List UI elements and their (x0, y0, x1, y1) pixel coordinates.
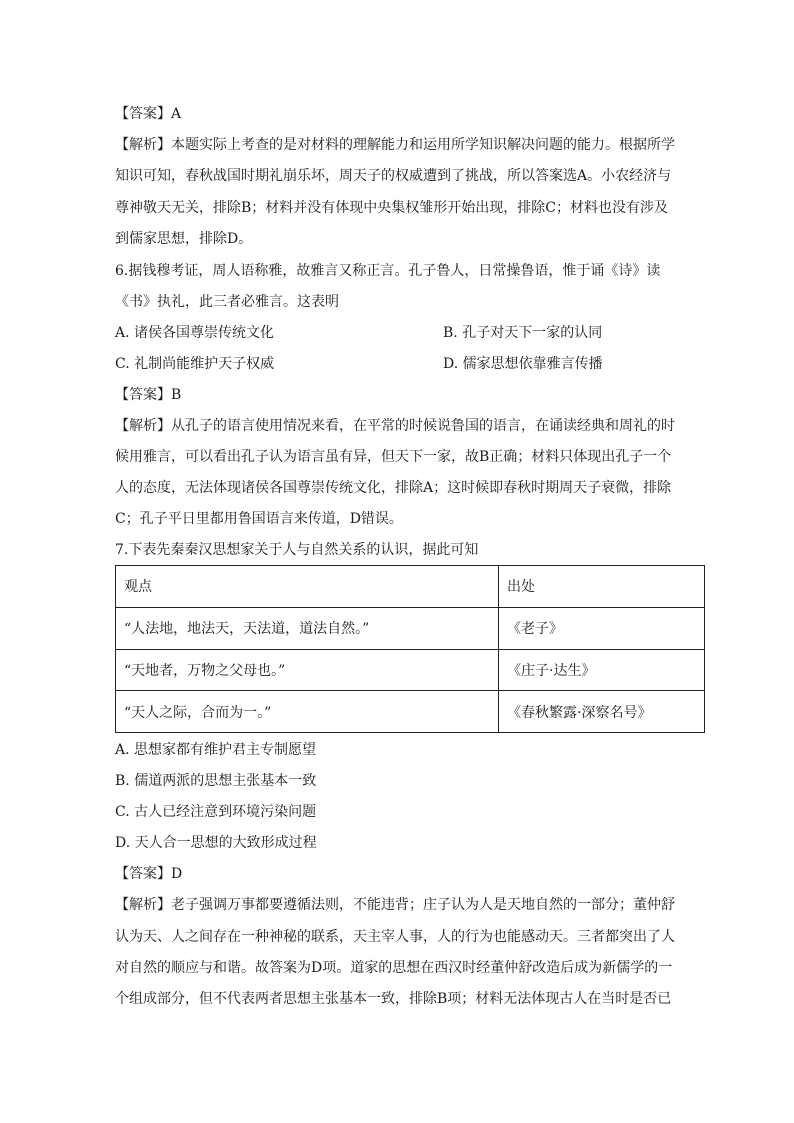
q7-option-b: B. 儒道两派的思想主张基本一致 (115, 773, 317, 789)
line-analysis-7-2: 认为天、人之间存在一种神秘的联系，天主宰人事，人的行为也能感动天。三者都突出了人 (115, 929, 675, 945)
q7-option-d: D. 天人合一思想的大致形成过程 (115, 835, 317, 851)
line-analysis-6-3: 人的态度，无法体现诸侯各国尊崇传统文化，排除A；这时候即春秋时期周天子衰微，排除 (115, 480, 672, 496)
line-answer-5: 【答案】A (115, 106, 182, 122)
table-cell-source: 《春秋繁露·深察名号》 (499, 691, 705, 733)
table-cell-viewpoint: “天人之际，合而为一。” (116, 691, 499, 733)
table-header-source: 出处 (499, 566, 705, 608)
q6-option-a: A. 诸侯各国尊崇传统文化 (115, 325, 275, 341)
line-analysis-5-4: 到儒家思想，排除D。 (115, 231, 253, 247)
line-analysis-5-2: 知识可知，春秋战国时期礼崩乐坏，周天子的权威遭到了挑战，所以答案选A。小农经济与 (115, 168, 672, 184)
table-cell-source: 《老子》 (499, 607, 705, 649)
line-analysis-6-2: 候用雅言，可以看出孔子认为语言虽有异，但天下一家，故B正确；材料只体现出孔子一个 (115, 449, 672, 465)
question-6-stem-2: 《书》执礼，此三者必雅言。这表明 (115, 294, 339, 310)
line-analysis-5-1: 【解析】本题实际上考查的是对材料的理解能力和运用所学知识解决问题的能力。根据所学 (115, 137, 675, 153)
line-analysis-7-3: 对自然的顺应与和谐。故答案为D项。道家的思想在西汉时经董仲舒改造后成为新儒学的一 (115, 960, 673, 976)
table-cell-source: 《庄子·达生》 (499, 649, 705, 691)
line-analysis-5-3: 尊神敬天无关，排除B；材料并没有体现中央集权雏形开始出现，排除C；材料也没有涉及 (115, 200, 668, 216)
question-7-stem: 7.下表先秦秦汉思想家关于人与自然关系的认识，据此可知 (115, 542, 479, 558)
table-row (116, 607, 705, 649)
table-header-row (116, 566, 705, 608)
table-row (116, 649, 705, 691)
table-row (116, 691, 705, 733)
table-header-viewpoint: 观点 (116, 566, 499, 608)
line-answer-7: 【答案】D (115, 866, 183, 882)
table-cell-viewpoint: “天地者，万物之父母也。” (116, 649, 499, 691)
q7-option-a: A. 思想家都有维护君主专制愿望 (115, 742, 317, 758)
q7-option-c: C. 古人已经注意到环境污染问题 (115, 804, 317, 820)
q6-option-d: D. 儒家思想依靠雅言传播 (443, 356, 603, 372)
line-analysis-6-1: 【解析】从孔子的语言使用情况来看，在平常的时候说鲁国的语言，在诵读经典和周礼的时 (115, 418, 675, 434)
viewpoint-table (115, 565, 705, 733)
q6-option-b: B. 孔子对天下一家的认同 (443, 325, 603, 341)
line-answer-6: 【答案】B (115, 387, 182, 403)
line-analysis-7-4: 个组成部分，但不代表两者思想主张基本一致，排除B项；材料无法体现古人在当时是否已 (115, 991, 672, 1007)
table-cell-viewpoint: “人法地，地法天，天法道，道法自然。” (116, 607, 499, 649)
q6-option-c: C. 礼制尚能维护天子权威 (115, 356, 275, 372)
line-analysis-7-1: 【解析】老子强调万事都要遵循法则，不能违背；庄子认为人是天地自然的一部分；董仲舒 (115, 897, 675, 913)
question-6-stem-1: 6.据钱穆考证，周人语称雅，故雅言又称正言。孔子鲁人，日常操鲁语，惟于诵《诗》读 (115, 263, 661, 279)
line-analysis-6-4: C；孔子平日里都用鲁国语言来传道，D错误。 (115, 511, 403, 527)
